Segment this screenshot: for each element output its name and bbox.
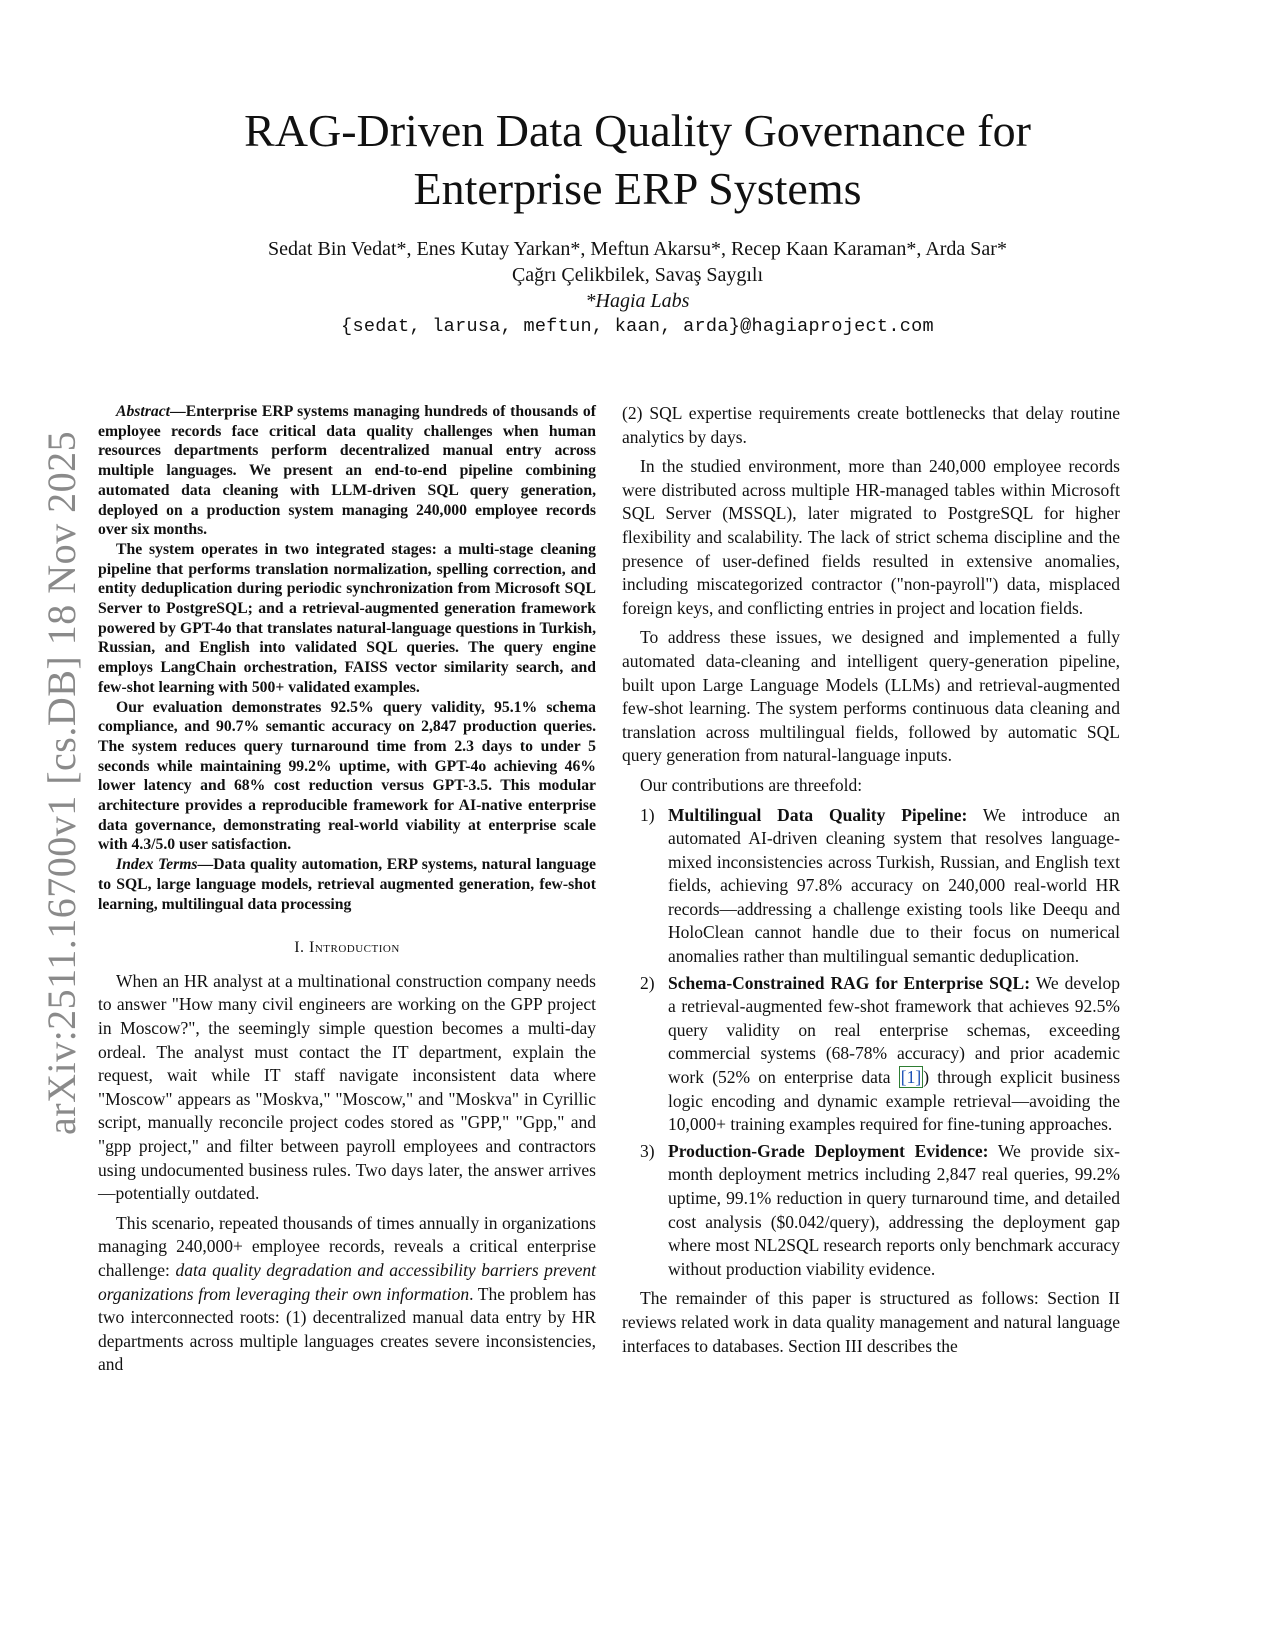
author-emails: {sedat, larusa, meftun, kaan, arda}@hagiaproject.com [341,316,934,337]
intro-paragraph-5: Our contributions are threefold: [640,774,863,795]
abstract-paragraph-2: The system operates in two integrated stages: a multi-stage cleaning pipeline that performs translation normalization, spelling correction, and entity deduplication during periodic synchronization from Microsoft SQL Server to PostgreSQL; and a retrieval-augmented generation framework powered by GPT-4o that translates natural-language questions in Turkish, Russian, and English into validated SQL queries. The query engine employs LangChain orchestration, FAISS vector similarity search, and few-shot learning with 500+ validated examples. [98,540,596,696]
section-heading-introduction: I. Introduction [294,939,400,957]
title-line-1: RAG-Driven Data Quality Governance for [244,105,1031,156]
contribution-text: We develop a retrieval-augmented few-shot framework that achieves 92.5% query validity on real enterprise schemas, exceeding commercial systems (68-78% accuracy) and prior academic work (52% on enterprise data [668,972,1120,1088]
contribution-title: Schema-Constrained RAG for Enterprise SQL: [668,972,1031,993]
contribution-item [622,1140,1120,1282]
contribution-text: We provide six-month deployment metrics including 2,847 real queries, 99.2% uptime, 99.1% reduction in query turnaround time, and detailed cost analysis ($0.042/query), addressing the deployment gap where most NL2SQL research reports only benchmark accuracy without production viability evidence. [668,1140,1120,1279]
contribution-text-continued: ) through explicit business logic encoding and dynamic example retrieval—avoiding the 10,000+ training examples required for fine-tuning approaches. [668,1067,1121,1135]
index-terms-text: —Data quality automation, ERP systems, natural language to SQL, large language models, retrieval augmented generation, few-shot learning, multilingual data processing [98,856,596,913]
contribution-number: 2) [640,972,655,993]
contribution-item [622,804,1120,969]
paper-title [0,102,1275,218]
intro-p2-end: . The problem has two interconnected roots: (1) decentralized manual data entry by HR departments across multiple languages creates severe inconsistencies, and [98,1283,596,1375]
affiliation: *Hagia Labs [585,290,690,312]
abstract-paragraph-1 [98,402,596,540]
abstract-label: Abstract [116,403,171,420]
intro-paragraph-2 [98,1212,596,1377]
author-block [0,236,1275,340]
contribution-number: 1) [640,804,655,825]
arxiv-identifier: arXiv:2511.16700v1 [cs.DB] 18 Nov 2025 [39,430,84,1135]
left-column [98,402,596,1383]
intro-paragraph-3: In the studied environment, more than 240,000 employee records were distributed across multiple HR-managed tables within Microsoft SQL Server (MSSQL), later migrated to PostgreSQL for higher flexibility and scalability. The lack of strict schema discipline and the presence of user-defined fields resulted in extensive anomalies, including miscategorized contractor ("non-payroll") data, misplaced foreign keys, and conflicting entries in project and location fields. [622,456,1120,618]
abstract-text-1: —Enterprise ERP systems managing hundreds of thousands of employee records face critical data quality challenges when human resources departments perform decentralized manual entry across multiple languages. We present an end-to-end pipeline combining automated data cleaning with LLM-driven SQL query generation, deployed on a production system managing 240,000 employee records over six months. [98,403,596,539]
right-column [622,402,1120,1364]
authors-line-2: Çağrı Çelikbilek, Savaş Saygılı [511,264,764,286]
abstract-paragraph-3: Our evaluation demonstrates 92.5% query validity, 95.1% schema compliance, and 90.7% semantic accuracy on 2,847 production queries. The system reduces query turnaround time from 2.3 days to under 5 seconds while maintaining 99.2% uptime, with GPT-4o achieving 46% lower latency and 68% cost reduction versus GPT-3.5. This modular architecture provides a reproducible framework for AI-native enterprise data governance, demonstrating real-world viability at enterprise scale with 4.3/5.0 user satisfaction. [98,698,596,854]
contribution-text: We introduce an automated AI-driven cleaning system that resolves language-mixed inconsistencies across Turkish, Russian, and English text fields, achieving 97.8% accuracy on 240,000 real-world HR records—addressing a challenge existing tools like Deequ and HoloClean cannot handle due to their focus on numerical anomalies rather than multilingual semantic deduplication. [668,804,1120,967]
title-line-2: Enterprise ERP Systems [413,163,862,214]
intro-paragraph-1: When an HR analyst at a multinational construction company needs to answer "How many civil engineers are working on the GPP project in Moscow?", the seemingly simple question becomes a multi-day ordeal. The analyst must contact the IT department, explain the request, wait while IT staff navigate inconsistent data where "Moscow" appears as "Moskva," "Moscow," and "Moskva" in Cyrillic script, manually reconcile project codes stored as "GPP," "Gpp," and "gpp project," and filter between payroll employees and contractors using undocumented business rules. Two days later, the answer arrives—potentially outdated. [98,970,596,1204]
contribution-title: Production-Grade Deployment Evidence: [668,1140,989,1161]
intro-p2-start: This scenario, repeated thousands of times annually in organizations managing 240,000+ employee records, reveals a critical enterprise challenge: [98,1212,596,1280]
authors-line-1: Sedat Bin Vedat*, Enes Kutay Yarkan*, Meftun Akarsu*, Recep Kaan Karaman*, Arda Sar* [268,238,1007,260]
contribution-item [622,972,1120,1137]
contribution-number: 3) [640,1140,655,1161]
intro-paragraph-4: To address these issues, we designed and implemented a fully automated data-cleaning and intelligent query-generation pipeline, built upon Large Language Models (LLMs) and retrieval-augmented few-shot learning. The system performs continuous data cleaning and translation across multilingual fields, followed by automatic SQL query generation from natural-language inputs. [622,627,1120,766]
contribution-title: Multilingual Data Quality Pipeline: [668,804,968,825]
citation-link[interactable]: [1] [900,1067,922,1088]
contributions-list [622,804,1120,1282]
index-terms [98,855,596,914]
index-terms-label: Index Terms [116,856,198,874]
intro-p2-emphasis: data quality degradation and accessibility barriers prevent organizations from leveraging their own information [98,1260,597,1304]
intro-paragraph-2-continued: (2) SQL expertise requirements create bottlenecks that delay routine analytics by days. [622,403,1120,447]
intro-paragraph-6: The remainder of this paper is structured as follows: Section II reviews related work in data quality management and natural language interfaces to databases. Section III describes the [622,1288,1120,1356]
